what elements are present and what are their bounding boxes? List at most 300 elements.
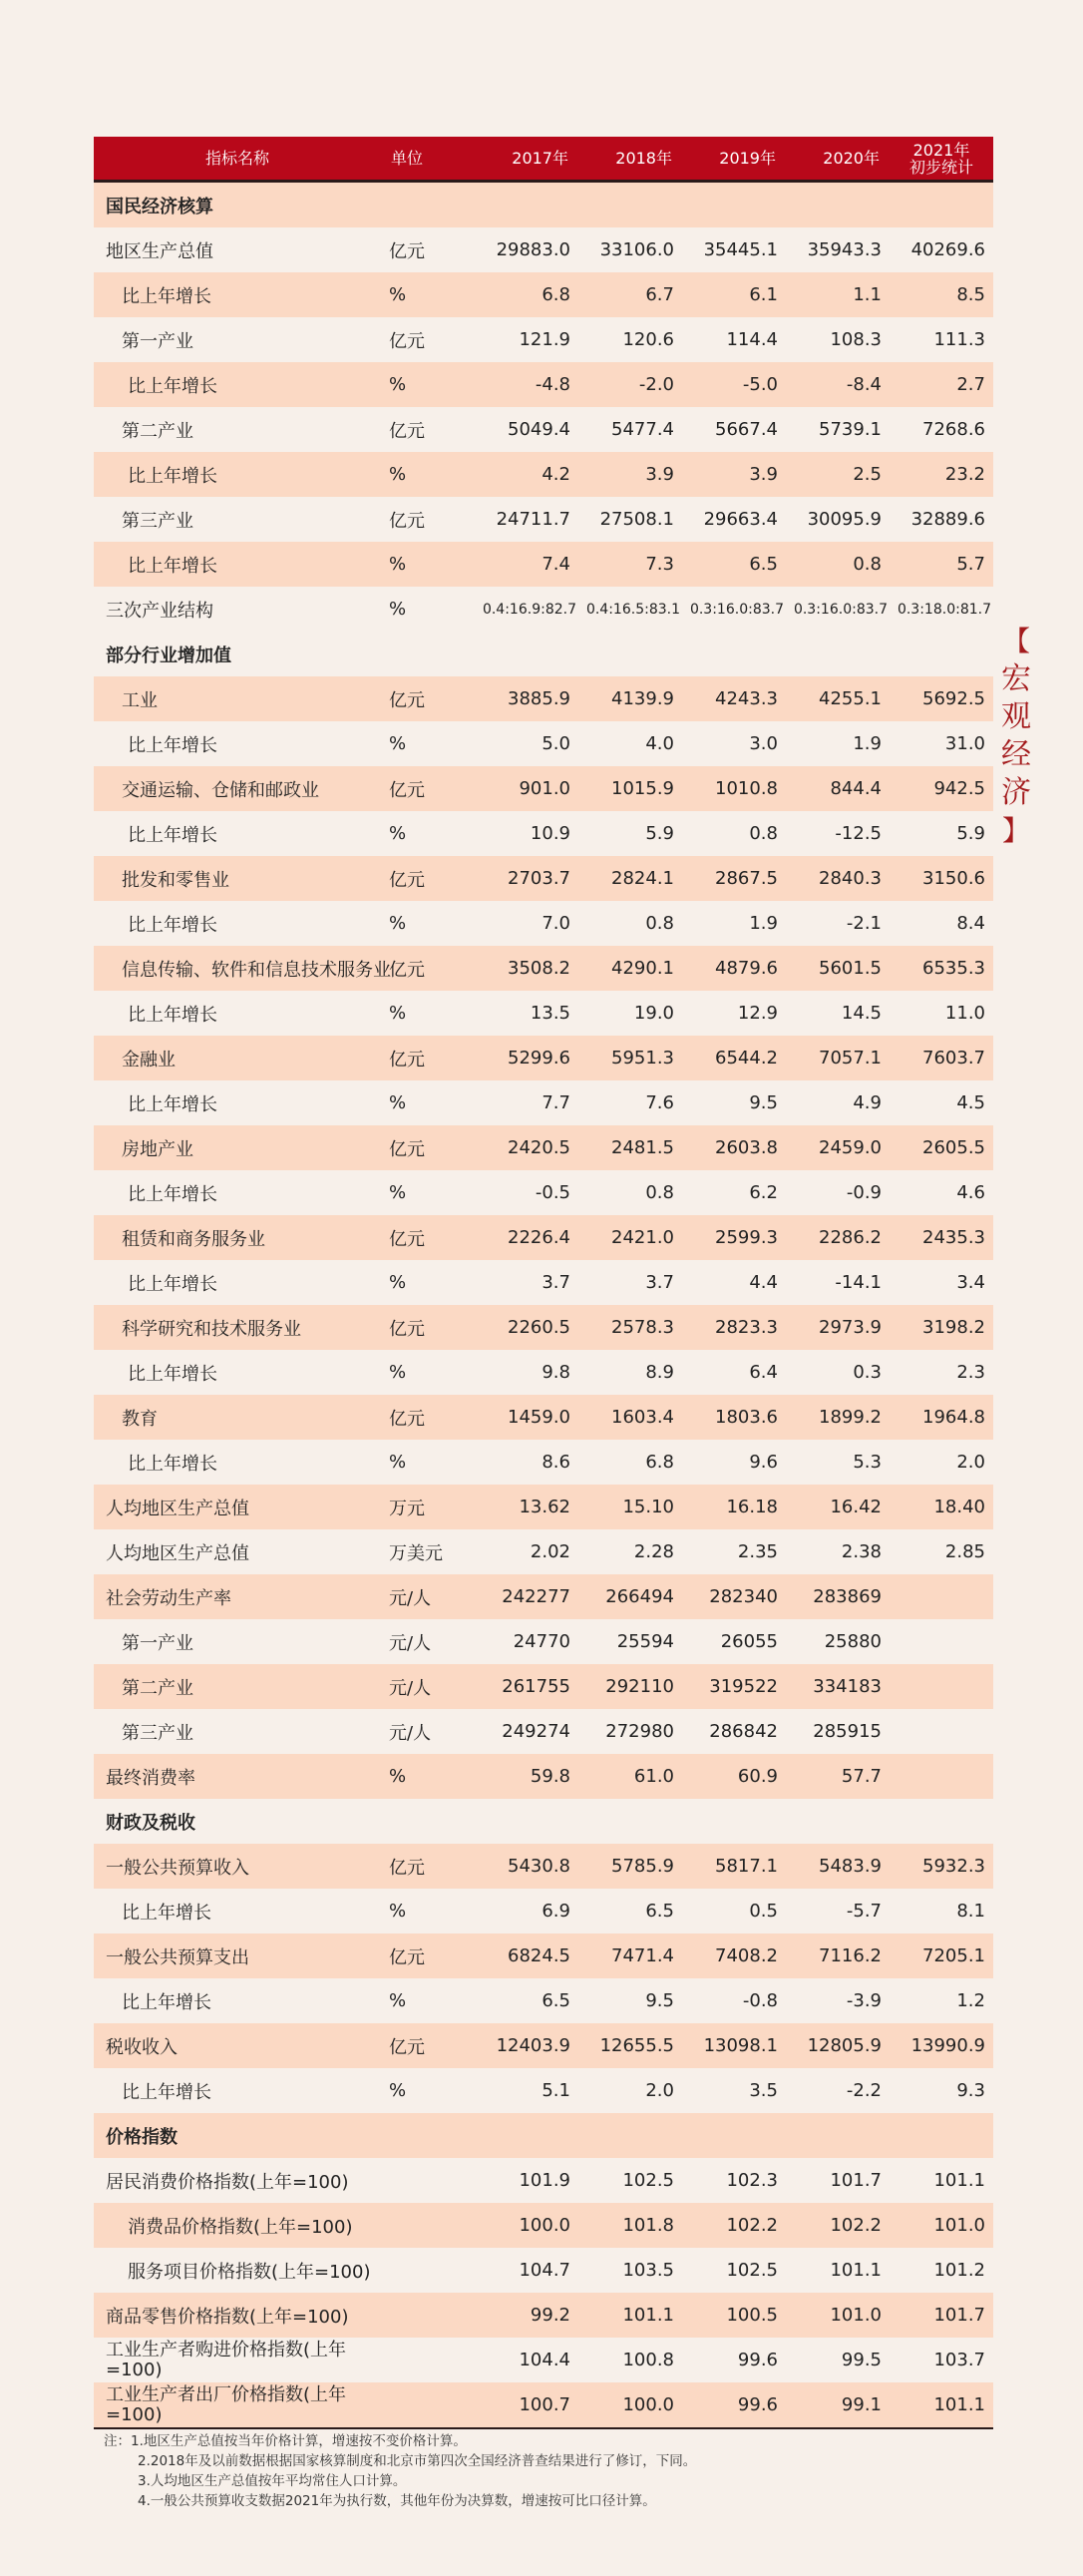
indicator-name: 科学研究和技术服务业: [94, 1305, 381, 1350]
indicator-name: 比上年增长: [94, 1080, 381, 1125]
value-cell: 4.0: [578, 721, 682, 766]
indicator-name: 房地产业: [94, 1125, 381, 1170]
indicator-name: 地区生产总值: [94, 227, 381, 272]
value-cell: 102.2: [682, 2203, 786, 2248]
value-cell: 6.7: [578, 272, 682, 317]
section-side-label: [1001, 623, 1031, 850]
value-cell: 30095.9: [786, 497, 890, 542]
value-cell: 101.7: [890, 2293, 993, 2338]
value-cell: 3885.9: [475, 676, 578, 721]
value-cell: 2286.2: [786, 1215, 890, 1260]
value-cell: 5.0: [475, 721, 578, 766]
section-title: 价格指数: [94, 2113, 993, 2158]
value-cell: 100.0: [578, 2382, 682, 2428]
table-notes: [104, 2431, 696, 2511]
header-year-2018: 2018年: [578, 137, 682, 182]
table-row: [94, 1664, 993, 1709]
value-cell: -14.1: [786, 1260, 890, 1305]
side-label-char: 经: [1001, 737, 1031, 772]
value-cell: 27508.1: [578, 497, 682, 542]
value-cell: -5.0: [682, 362, 786, 407]
value-cell: -0.9: [786, 1170, 890, 1215]
value-cell: -3.9: [786, 1978, 890, 2023]
value-cell: -2.0: [578, 362, 682, 407]
table-row: [94, 1125, 993, 1170]
table-row: [94, 497, 993, 542]
value-cell: 6.2: [682, 1170, 786, 1215]
indicator-unit: 元/人: [381, 1709, 475, 1754]
indicator-unit: %: [381, 811, 475, 856]
value-cell: 101.0: [890, 2203, 993, 2248]
value-cell: 101.2: [890, 2248, 993, 2293]
value-cell: 2.02: [475, 1529, 578, 1574]
value-cell: 2226.4: [475, 1215, 578, 1260]
indicator-unit: %: [381, 1978, 475, 2023]
value-cell: 5692.5: [890, 676, 993, 721]
value-cell: 3.7: [475, 1260, 578, 1305]
value-cell: 7.3: [578, 542, 682, 587]
value-cell: 40269.6: [890, 227, 993, 272]
table-row: [94, 1080, 993, 1125]
value-cell: 4290.1: [578, 946, 682, 991]
side-label-char: 宏: [1001, 661, 1031, 696]
value-cell: 13098.1: [682, 2023, 786, 2068]
indicator-unit: 元/人: [381, 1664, 475, 1709]
value-cell: 5785.9: [578, 1844, 682, 1889]
value-cell: 108.3: [786, 317, 890, 362]
value-cell: 2840.3: [786, 856, 890, 901]
value-cell: 2.3: [890, 1350, 993, 1395]
value-cell: 1.9: [682, 901, 786, 946]
value-cell: 35943.3: [786, 227, 890, 272]
value-cell: 121.9: [475, 317, 578, 362]
section-row: [94, 2113, 993, 2158]
table-row: [94, 407, 993, 452]
value-cell: 261755: [475, 1664, 578, 1709]
indicator-unit: %: [381, 452, 475, 497]
indicator-unit: %: [381, 1889, 475, 1933]
table-row: [94, 1619, 993, 1664]
value-cell: 2.35: [682, 1529, 786, 1574]
table-row: [94, 1215, 993, 1260]
indicator-name: 比上年增长: [94, 2068, 381, 2113]
value-cell: 35445.1: [682, 227, 786, 272]
value-cell: 2.85: [890, 1529, 993, 1574]
value-cell: [890, 1574, 993, 1619]
value-cell: [890, 1709, 993, 1754]
header-indicator-name: 指标名称: [94, 137, 381, 182]
value-cell: 31.0: [890, 721, 993, 766]
value-cell: 6.8: [578, 1440, 682, 1485]
indicator-name: 工业生产者出厂价格指数(上年=100): [94, 2382, 381, 2428]
indicator-name: 比上年增长: [94, 901, 381, 946]
value-cell: 7.7: [475, 1080, 578, 1125]
value-cell: [890, 1754, 993, 1799]
value-cell: 2824.1: [578, 856, 682, 901]
table-row: [94, 991, 993, 1036]
header-year-2021-note: 初步统计: [908, 157, 973, 177]
indicator-name: 最终消费率: [94, 1754, 381, 1799]
table-row: [94, 901, 993, 946]
value-cell: 0.4:16.9:82.7: [475, 587, 578, 632]
value-cell: 2420.5: [475, 1125, 578, 1170]
table-row: [94, 1036, 993, 1080]
value-cell: 7057.1: [786, 1036, 890, 1080]
table-row: [94, 1844, 993, 1889]
indicator-unit: [381, 2338, 475, 2382]
value-cell: 5483.9: [786, 1844, 890, 1889]
value-cell: 1.2: [890, 1978, 993, 2023]
value-cell: 7.4: [475, 542, 578, 587]
table-row: [94, 272, 993, 317]
header-year-2017: 2017年: [475, 137, 578, 182]
indicator-name: 第三产业: [94, 1709, 381, 1754]
value-cell: 6.5: [578, 1889, 682, 1933]
indicator-unit: [381, 2248, 475, 2293]
value-cell: 25880: [786, 1619, 890, 1664]
value-cell: 1010.8: [682, 766, 786, 811]
table-row: [94, 227, 993, 272]
indicator-name: 比上年增长: [94, 542, 381, 587]
indicator-unit: %: [381, 1754, 475, 1799]
value-cell: 12403.9: [475, 2023, 578, 2068]
table-row: [94, 1978, 993, 2023]
indicator-name: 第二产业: [94, 407, 381, 452]
table-row: [94, 2248, 993, 2293]
value-cell: 2481.5: [578, 1125, 682, 1170]
value-cell: 0.3:16.0:83.7: [682, 587, 786, 632]
value-cell: 25594: [578, 1619, 682, 1664]
section-title: 财政及税收: [94, 1799, 993, 1844]
macro-economy-table: [94, 137, 993, 2429]
value-cell: 101.8: [578, 2203, 682, 2248]
value-cell: 6544.2: [682, 1036, 786, 1080]
value-cell: 103.7: [890, 2338, 993, 2382]
value-cell: 4243.3: [682, 676, 786, 721]
indicator-name: 比上年增长: [94, 1170, 381, 1215]
indicator-name: 一般公共预算收入: [94, 1844, 381, 1889]
value-cell: 2599.3: [682, 1215, 786, 1260]
value-cell: 4.9: [786, 1080, 890, 1125]
indicator-name: 第一产业: [94, 1619, 381, 1664]
section-title: 国民经济核算: [94, 182, 993, 228]
indicator-unit: %: [381, 901, 475, 946]
value-cell: 12655.5: [578, 2023, 682, 2068]
value-cell: 101.1: [578, 2293, 682, 2338]
section-row: [94, 182, 993, 228]
indicator-unit: 亿元: [381, 1844, 475, 1889]
table-row: [94, 1440, 993, 1485]
value-cell: 101.7: [786, 2158, 890, 2203]
value-cell: 1.1: [786, 272, 890, 317]
indicator-name: 比上年增长: [94, 1260, 381, 1305]
value-cell: -5.7: [786, 1889, 890, 1933]
note-line: 3.人均地区生产总值按年平均常住人口计算。: [138, 2473, 407, 2489]
indicator-name: 工业: [94, 676, 381, 721]
value-cell: 1459.0: [475, 1395, 578, 1440]
value-cell: 10.9: [475, 811, 578, 856]
table-row: [94, 587, 993, 632]
value-cell: 114.4: [682, 317, 786, 362]
indicator-unit: 万美元: [381, 1529, 475, 1574]
value-cell: 4.2: [475, 452, 578, 497]
value-cell: 1.9: [786, 721, 890, 766]
value-cell: 9.6: [682, 1440, 786, 1485]
table-row: [94, 946, 993, 991]
value-cell: 13990.9: [890, 2023, 993, 2068]
table-row: [94, 1529, 993, 1574]
indicator-name: 交通运输、仓储和邮政业: [94, 766, 381, 811]
value-cell: 2.38: [786, 1529, 890, 1574]
value-cell: 2.0: [578, 2068, 682, 2113]
value-cell: 2973.9: [786, 1305, 890, 1350]
table-header: [94, 137, 993, 182]
indicator-name: 第二产业: [94, 1664, 381, 1709]
indicator-unit: %: [381, 1170, 475, 1215]
indicator-name: 比上年增长: [94, 452, 381, 497]
indicator-name: 比上年增长: [94, 272, 381, 317]
value-cell: 2703.7: [475, 856, 578, 901]
indicator-unit: %: [381, 542, 475, 587]
value-cell: 2260.5: [475, 1305, 578, 1350]
indicator-unit: 亿元: [381, 676, 475, 721]
value-cell: 7116.2: [786, 1933, 890, 1978]
value-cell: 285915: [786, 1709, 890, 1754]
value-cell: 6.8: [475, 272, 578, 317]
value-cell: 3.5: [682, 2068, 786, 2113]
value-cell: 334183: [786, 1664, 890, 1709]
value-cell: 249274: [475, 1709, 578, 1754]
header-year-2021: [890, 137, 993, 182]
indicator-unit: 亿元: [381, 1305, 475, 1350]
value-cell: 4255.1: [786, 676, 890, 721]
value-cell: 0.3:18.0:81.7: [890, 587, 993, 632]
value-cell: 3150.6: [890, 856, 993, 901]
value-cell: 9.5: [578, 1978, 682, 2023]
value-cell: 5951.3: [578, 1036, 682, 1080]
indicator-name: 比上年增长: [94, 1889, 381, 1933]
value-cell: 16.42: [786, 1485, 890, 1529]
value-cell: 901.0: [475, 766, 578, 811]
value-cell: 57.7: [786, 1754, 890, 1799]
value-cell: 99.6: [682, 2382, 786, 2428]
value-cell: 5601.5: [786, 946, 890, 991]
value-cell: 6.4: [682, 1350, 786, 1395]
value-cell: 18.40: [890, 1485, 993, 1529]
table-row: [94, 2203, 993, 2248]
indicator-unit: %: [381, 991, 475, 1036]
side-label-open-bracket: 【: [1001, 625, 1030, 657]
value-cell: 5667.4: [682, 407, 786, 452]
indicator-name: 服务项目价格指数(上年=100): [94, 2248, 381, 2293]
header-unit: 单位: [381, 137, 475, 182]
table-row: [94, 2158, 993, 2203]
value-cell: 6.9: [475, 1889, 578, 1933]
indicator-unit: %: [381, 272, 475, 317]
value-cell: 104.7: [475, 2248, 578, 2293]
value-cell: 102.2: [786, 2203, 890, 2248]
value-cell: [890, 1619, 993, 1664]
value-cell: 2605.5: [890, 1125, 993, 1170]
indicator-unit: 亿元: [381, 1933, 475, 1978]
value-cell: 23.2: [890, 452, 993, 497]
indicator-unit: 亿元: [381, 227, 475, 272]
value-cell: 5.7: [890, 542, 993, 587]
value-cell: 4.6: [890, 1170, 993, 1215]
value-cell: 7.0: [475, 901, 578, 946]
indicator-unit: %: [381, 2068, 475, 2113]
value-cell: 0.8: [682, 811, 786, 856]
value-cell: 8.5: [890, 272, 993, 317]
value-cell: 6824.5: [475, 1933, 578, 1978]
indicator-name: 租赁和商务服务业: [94, 1215, 381, 1260]
indicator-name: 比上年增长: [94, 362, 381, 407]
indicator-name: 一般公共预算支出: [94, 1933, 381, 1978]
value-cell: 101.1: [890, 2382, 993, 2428]
value-cell: 120.6: [578, 317, 682, 362]
value-cell: 101.1: [890, 2158, 993, 2203]
section-title: 部分行业增加值: [94, 632, 993, 676]
value-cell: 5817.1: [682, 1844, 786, 1889]
value-cell: 100.5: [682, 2293, 786, 2338]
value-cell: 8.4: [890, 901, 993, 946]
side-label-char: 济: [1001, 775, 1031, 810]
value-cell: 111.3: [890, 317, 993, 362]
value-cell: -0.8: [682, 1978, 786, 2023]
value-cell: 8.6: [475, 1440, 578, 1485]
value-cell: 2435.3: [890, 1215, 993, 1260]
value-cell: 9.8: [475, 1350, 578, 1395]
header-year-2020: 2020年: [786, 137, 890, 182]
value-cell: -2.2: [786, 2068, 890, 2113]
value-cell: 24711.7: [475, 497, 578, 542]
table-row: [94, 721, 993, 766]
value-cell: 2459.0: [786, 1125, 890, 1170]
value-cell: 0.8: [578, 1170, 682, 1215]
indicator-unit: 亿元: [381, 497, 475, 542]
value-cell: 2.0: [890, 1440, 993, 1485]
value-cell: 32889.6: [890, 497, 993, 542]
indicator-name: 居民消费价格指数(上年=100): [94, 2158, 381, 2203]
section-row: [94, 1799, 993, 1844]
indicator-name: 社会劳动生产率: [94, 1574, 381, 1619]
value-cell: 5.9: [578, 811, 682, 856]
value-cell: 0.5: [682, 1889, 786, 1933]
value-cell: 282340: [682, 1574, 786, 1619]
indicator-unit: 亿元: [381, 766, 475, 811]
value-cell: 12.9: [682, 991, 786, 1036]
value-cell: 5.9: [890, 811, 993, 856]
value-cell: -8.4: [786, 362, 890, 407]
value-cell: 319522: [682, 1664, 786, 1709]
value-cell: 4.4: [682, 1260, 786, 1305]
value-cell: 2.7: [890, 362, 993, 407]
value-cell: 1603.4: [578, 1395, 682, 1440]
value-cell: 2603.8: [682, 1125, 786, 1170]
value-cell: 7471.4: [578, 1933, 682, 1978]
table-row: [94, 1485, 993, 1529]
indicator-name: 比上年增长: [94, 991, 381, 1036]
table-row: [94, 811, 993, 856]
value-cell: 6535.3: [890, 946, 993, 991]
value-cell: 5739.1: [786, 407, 890, 452]
table-row: [94, 2068, 993, 2113]
table-row: [94, 2382, 993, 2428]
table-row: [94, 766, 993, 811]
value-cell: 7408.2: [682, 1933, 786, 1978]
indicator-name: 第三产业: [94, 497, 381, 542]
indicator-name: 金融业: [94, 1036, 381, 1080]
value-cell: 16.18: [682, 1485, 786, 1529]
value-cell: 99.2: [475, 2293, 578, 2338]
value-cell: 3508.2: [475, 946, 578, 991]
value-cell: [890, 1664, 993, 1709]
value-cell: 2.5: [786, 452, 890, 497]
value-cell: -12.5: [786, 811, 890, 856]
value-cell: 8.1: [890, 1889, 993, 1933]
indicator-unit: [381, 2158, 475, 2203]
table-row: [94, 676, 993, 721]
indicator-name: 比上年增长: [94, 1978, 381, 2023]
value-cell: 100.0: [475, 2203, 578, 2248]
table-row: [94, 1754, 993, 1799]
value-cell: 5.3: [786, 1440, 890, 1485]
value-cell: 103.5: [578, 2248, 682, 2293]
table-body: [94, 182, 993, 2429]
value-cell: 3.9: [682, 452, 786, 497]
indicator-unit: 元/人: [381, 1574, 475, 1619]
value-cell: 292110: [578, 1664, 682, 1709]
value-cell: 6.5: [682, 542, 786, 587]
indicator-name: 人均地区生产总值: [94, 1529, 381, 1574]
indicator-name: 比上年增长: [94, 1440, 381, 1485]
indicator-unit: 亿元: [381, 856, 475, 901]
value-cell: 3.0: [682, 721, 786, 766]
value-cell: 286842: [682, 1709, 786, 1754]
value-cell: 5430.8: [475, 1844, 578, 1889]
indicator-name: 信息传输、软件和信息技术服务业: [94, 946, 381, 991]
table-row: [94, 452, 993, 497]
value-cell: 2421.0: [578, 1215, 682, 1260]
value-cell: 102.5: [682, 2248, 786, 2293]
indicator-name: 第一产业: [94, 317, 381, 362]
value-cell: 99.1: [786, 2382, 890, 2428]
indicator-unit: 亿元: [381, 1395, 475, 1440]
value-cell: 100.7: [475, 2382, 578, 2428]
note-line: 2.2018年及以前数据根据国家核算制度和北京市第四次全国经济普查结果进行了修订，下同。: [138, 2453, 697, 2469]
table-row: [94, 2338, 993, 2382]
value-cell: 4879.6: [682, 946, 786, 991]
value-cell: 2823.3: [682, 1305, 786, 1350]
value-cell: 13.62: [475, 1485, 578, 1529]
indicator-name: 工业生产者购进价格指数(上年=100): [94, 2338, 381, 2382]
indicator-unit: %: [381, 721, 475, 766]
table-row: [94, 856, 993, 901]
value-cell: 1803.6: [682, 1395, 786, 1440]
value-cell: 100.8: [578, 2338, 682, 2382]
table-row: [94, 2023, 993, 2068]
note-line: 注：1.地区生产总值按当年价格计算，增速按不变价格计算。: [104, 2433, 467, 2449]
value-cell: 0.3: [786, 1350, 890, 1395]
indicator-name: 比上年增长: [94, 721, 381, 766]
value-cell: 102.5: [578, 2158, 682, 2203]
table-row: [94, 1709, 993, 1754]
indicator-unit: 亿元: [381, 1125, 475, 1170]
table-row: [94, 1305, 993, 1350]
side-label-close-bracket: 】: [1001, 814, 1030, 847]
indicator-name: 三次产业结构: [94, 587, 381, 632]
value-cell: 4.5: [890, 1080, 993, 1125]
